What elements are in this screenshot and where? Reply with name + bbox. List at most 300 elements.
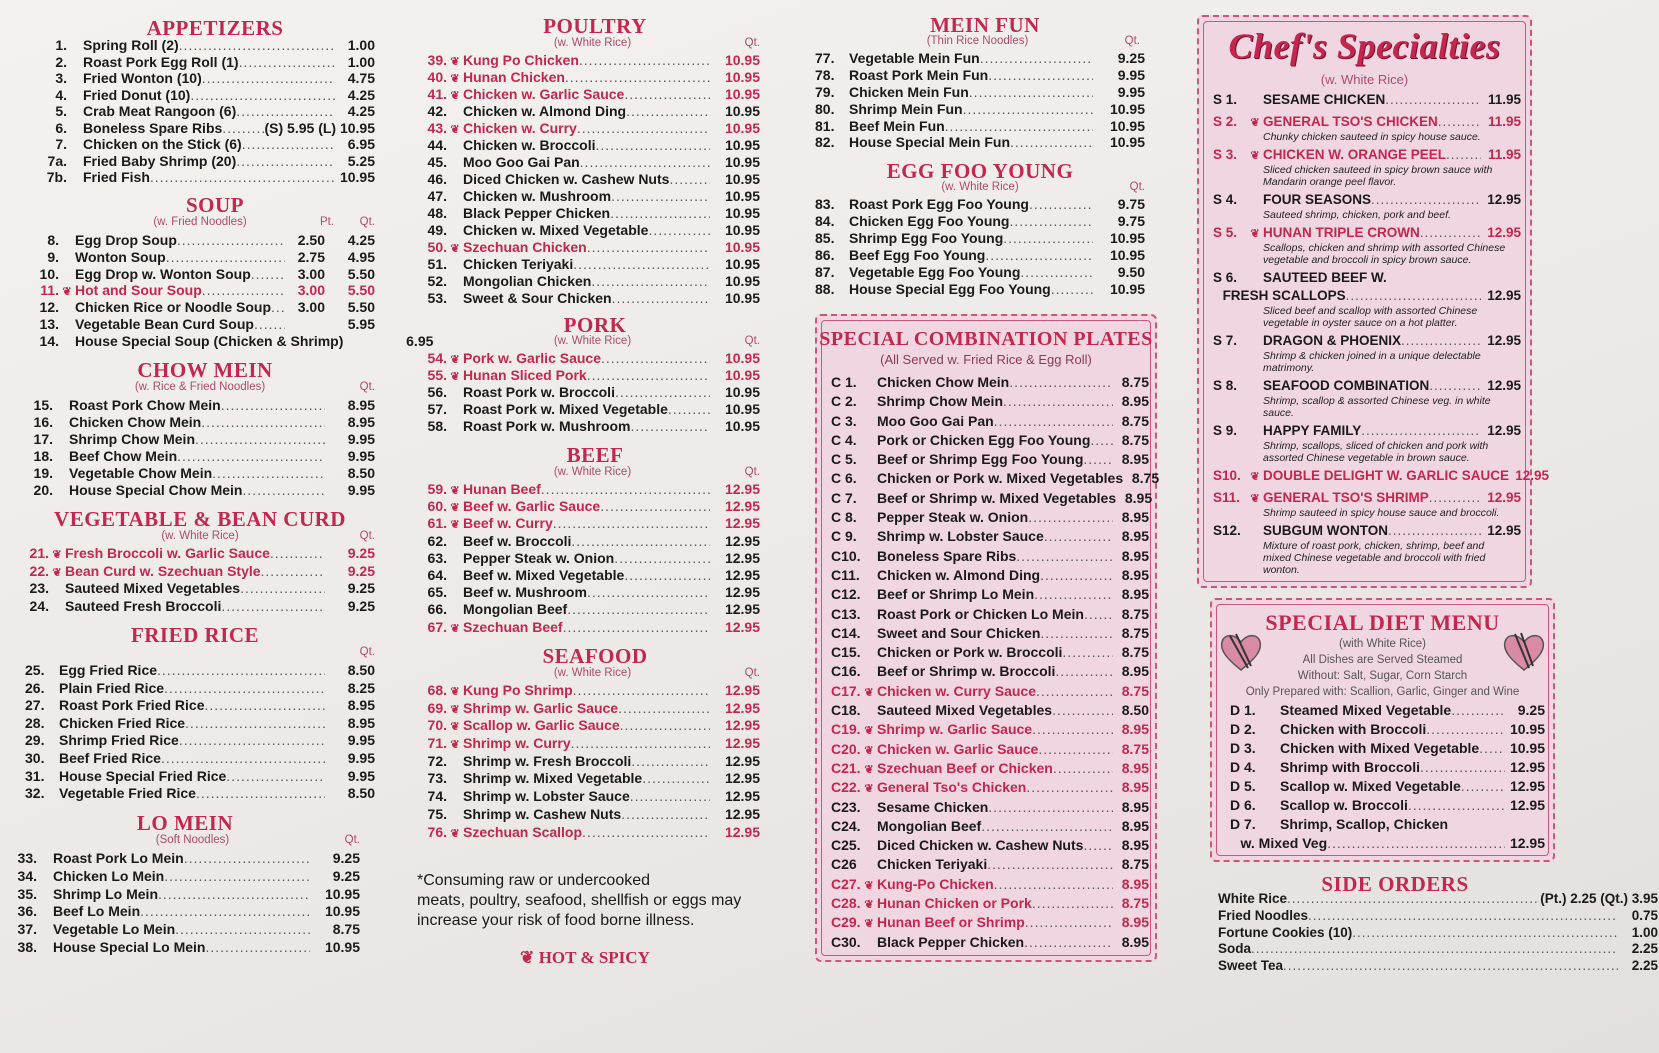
item-number: C 2. [831,393,857,410]
menu-item-row [831,740,1149,759]
item-price: 12.95 [1487,225,1521,240]
leader-dots [630,788,710,806]
soup-qt-header: Qt. [359,216,375,228]
item-number: C24. [831,817,861,834]
item-name: Sauteed Mixed Vegetables [877,702,1053,719]
item-number: C15. [831,644,861,661]
menu-item-row [25,332,434,350]
leader-dots [573,682,710,700]
item-name: Egg Drop Soup [75,232,177,248]
item-price: 10.95 [724,171,760,187]
pepper-icon: ❦ [450,622,460,635]
leader-dots [624,567,710,584]
item-number: 85. [815,230,835,246]
item-number: S 6. [1213,270,1238,285]
item-number: C 8. [831,509,857,526]
menu-item-row [25,299,375,316]
menu-item-row [25,545,375,563]
item-number: 14. [39,332,59,349]
item-price: 8.50 [1121,702,1149,719]
item-number: C14. [831,624,861,641]
item-name: Roast Pork w. Mixed Vegetable [463,401,668,417]
menu-item-row [831,875,1149,894]
item-number: C27. [831,875,861,892]
hot-spicy-label: HOT & SPICY [538,948,650,967]
pepper-icon: ❦ [450,502,460,515]
item-price: 8.75 [332,921,360,938]
menu-item-row [17,903,360,921]
item-name: Fried Fish [83,169,150,185]
menu-item-row [25,103,375,120]
item-number: C 6. [831,470,857,487]
item-name: Egg Fried Rice [59,662,158,678]
fried-rice-list [25,662,375,803]
pepper-icon: ❦ [450,686,460,698]
menu-item-row [25,136,375,153]
item-name: Chicken w. Garlic Sauce [463,86,625,102]
menu-item-row [1213,146,1521,164]
menu-item-row [815,247,1145,264]
menu-item-row [25,448,375,465]
item-price-pint: 3.00 [297,265,325,282]
leader-dots [969,84,1093,101]
menu-item-row [815,213,1145,230]
pepper-icon: ❦ [450,73,460,85]
item-name: Chicken or Pork w. Broccoli [877,644,1063,661]
menu-item-row [425,584,760,601]
item-name: Vegetable Bean Curd Soup [75,315,254,332]
menu-item-row [425,550,760,567]
item-name: Scallop w. Broccoli [1280,797,1408,813]
section-title-soup: SOUP [185,193,244,217]
item-price: 8.75 [1121,374,1149,390]
item-price: 8.75 [1121,412,1149,429]
item-price: 8.95 [347,714,375,731]
item-number: S 8. [1213,378,1238,393]
menu-item-row [1213,224,1521,242]
item-price: 8.75 [1121,644,1149,661]
item-number: 32. [25,785,45,802]
item-name: Scallop w. Garlic Sauce [463,717,620,734]
item-price: 10.95 [724,384,760,400]
item-price: 8.50 [347,662,375,678]
leader-dots [1016,547,1113,566]
item-price: 10.95 [724,205,760,221]
item-name: Pepper Steak w. Onion [463,549,615,566]
leader-dots [196,785,325,803]
leader-dots [994,875,1113,894]
special-diet-box [1210,598,1555,862]
item-name: DOUBLE DELIGHT W. GARLIC SAUCE [1263,468,1509,483]
item-number: 25. [25,662,45,678]
item-number: 77. [815,50,835,66]
menu-item-row [831,778,1149,797]
item-number: 72. [427,752,447,769]
item-price: 10.95 [724,418,760,434]
leader-dots [261,563,325,581]
item-name: Chicken Mein Fun [849,83,969,100]
item-name: Sauteed Fresh Broccoli [65,597,222,614]
item-name: Shrimp Lo Mein [53,885,158,902]
menu-item-row [25,249,375,266]
item-price-quart: 6.95 [406,332,434,349]
menu-item-row [1218,925,1658,942]
menu-item-row [831,527,1149,546]
leader-dots [1052,701,1113,720]
menu-item-row [831,450,1149,469]
item-price: 10.95 [1509,740,1545,756]
item-number: 18. [33,448,53,464]
mein-fun-subtitle-text: (Thin Rice Noodles) [926,35,1029,47]
item-number: 65. [427,584,447,601]
item-number: 87. [815,264,835,280]
item-name: Beef Egg Foo Young [849,247,986,263]
item-name: Pork w. Garlic Sauce [463,350,601,366]
item-number: 38. [17,938,37,955]
pepper-icon: ❦ [864,725,874,738]
item-number: 20. [33,482,53,498]
item-description: Sauteed shrimp, chicken, pork and beef. [1263,209,1451,221]
section-title-combination: SPECIAL COMBINATION PLATES [819,328,1153,350]
item-name: Chicken w. Curry [463,120,577,136]
item-name: Sweet Tea [1218,958,1284,974]
item-number: 73. [427,770,447,787]
item-price: 9.25 [347,562,375,579]
beef-subtitle-text: (w. White Rice) [553,466,632,478]
fried-rice-subtitle [25,646,375,660]
soup-subtitle [25,216,375,228]
item-name: Moo Goo Gai Pan [463,154,580,170]
menu-item-row [831,412,1149,431]
menu-item-row [425,567,760,584]
menu-item-row [17,921,360,939]
item-name: Beef Lo Mein [53,903,141,920]
item-number: 34. [17,867,37,884]
item-number: 52. [427,273,447,289]
item-price: 8.95 [1121,817,1149,834]
pepper-icon: ❦ [1250,228,1260,240]
leader-dots [1055,662,1113,681]
item-price: 8.95 [1121,586,1149,603]
warning-line-2: meats, poultry, seafood, shellfish or eggs may [417,892,742,909]
menu-item-row [815,84,1145,101]
item-number: D 6. [1230,797,1256,813]
menu-item-row [831,682,1149,701]
item-number: 13. [39,315,59,332]
leader-dots [573,256,710,273]
item-price: 10.95 [724,137,760,153]
lo-mein-qt-header: Qt. [344,834,360,846]
item-name: Sweet and Sour Chicken [877,624,1041,641]
item-price: 10.95 [724,273,760,289]
item-name: Chicken Teriyaki [463,256,574,272]
menu-item-row [425,601,760,618]
menu-item-row [1213,522,1521,540]
leader-dots [1020,264,1093,281]
menu-item-row [25,580,375,598]
leader-dots [631,418,710,435]
menu-item-row [831,913,1149,932]
item-number: 17. [33,431,53,447]
menu-item-row [425,171,760,188]
item-price: 12.95 [1487,192,1521,207]
item-name: Chicken w. Almond Ding [463,103,627,119]
item-name: Beef or Shrimp Egg Foo Young [877,451,1084,468]
item-price: 9.50 [1117,264,1145,280]
item-price: 10.95 [724,52,760,68]
item-price: 12.95 [724,532,760,549]
seafood-subtitle [425,667,760,679]
leader-dots [553,515,710,532]
menu-item-row [25,266,375,283]
leader-dots [1461,777,1505,796]
pepper-icon: ❦ [864,744,874,757]
leader-dots [270,545,325,563]
leader-dots [1032,894,1113,913]
menu-item-row [1230,796,1545,815]
section-title-vegetable: VEGETABLE & BEAN CURD [54,507,346,531]
item-number: 35. [17,885,37,902]
item-price: 8.95 [1121,759,1149,776]
menu-item-row [831,431,1149,450]
item-number: S 2. [1213,114,1238,129]
leader-dots [221,598,325,616]
item-name: Boneless Spare Ribs [83,119,223,136]
menu-item-row [417,700,760,718]
item-price: 9.25 [1517,702,1545,718]
pepper-icon: ❦ [52,566,62,579]
poultry-subtitle-text: (w. White Rice) [553,37,632,49]
item-name: Shrimp Mein Fun [849,100,963,117]
item-number: 74. [427,788,447,805]
leader-dots [1426,720,1505,739]
item-price-quart: 5.95 [347,315,375,332]
menu-item-row [425,222,760,239]
item-price-quart: 5.50 [347,299,375,316]
leader-dots [1438,113,1481,131]
item-number: 41. [427,86,447,102]
leader-dots [1388,522,1481,540]
item-name: Szechuan Chicken [463,239,587,255]
item-number: 42. [427,103,447,119]
menu-item-row [25,153,375,170]
pepper-icon: ❦ [864,899,874,912]
item-price: 8.95 [1121,875,1149,892]
leader-dots [611,188,710,205]
section-title-fried-rice: FRIED RICE [130,623,260,647]
section-title-poultry: POULTRY [543,14,647,38]
menu-item-row [425,498,760,515]
item-price: 8.75 [1121,856,1149,873]
item-number: 44. [427,137,447,153]
item-description: Shrimp, scallops, sliced of chicken and pork with assorted Chinese vegetable in brown sauce. [1263,440,1489,464]
item-name: Diced Chicken w. Cashew Nuts [463,171,670,187]
lo-mein-list [17,850,360,957]
item-name: Chicken Rice or Noodle Soup [75,299,272,316]
item-price: 8.95 [1121,798,1149,815]
leader-dots [615,384,710,401]
item-number: 29. [25,732,45,749]
item-price: 5.25 [347,152,375,169]
leader-dots [1026,778,1113,797]
leader-dots [184,850,310,868]
pepper-icon: ❦ [1250,117,1260,129]
item-number: 86. [815,247,835,263]
item-name: Shrimp w. Fresh Broccoli [463,752,632,769]
item-price: 8.95 [1121,547,1149,564]
item-name: Fresh Broccoli w. Garlic Sauce [65,545,270,561]
item-name: Roast Pork w. Mushroom [463,418,631,434]
leader-dots [981,817,1113,836]
leader-dots [221,397,325,414]
item-price: 10.95 [724,69,760,85]
item-name: Crab Meat Rangoon (6) [83,103,237,119]
leader-dots [140,903,310,921]
item-name: Roast Pork Lo Mein [53,850,184,866]
item-price: 8.95 [1121,837,1149,854]
diet-note-1: (with White Rice) [1339,638,1426,650]
leader-dots [1446,146,1481,164]
leader-dots [1053,759,1113,778]
leader-dots [1040,566,1113,585]
leader-dots [242,136,335,153]
item-number: 58. [427,418,447,434]
leader-dots [1083,836,1113,855]
item-number: 28. [25,714,45,731]
menu-item-row [25,232,375,249]
item-number: 66. [427,601,447,618]
leader-dots [1009,373,1113,392]
leader-dots [587,239,710,256]
leader-dots [236,103,335,120]
item-price: 12.95 [724,735,760,752]
item-number: 84. [815,213,835,229]
item-number: 26. [25,679,45,696]
leader-dots [600,498,710,515]
item-number: S 1. [1213,92,1238,107]
leader-dots [596,137,710,154]
item-price: 10.95 [324,938,360,955]
leader-dots [1024,933,1113,952]
item-number: C12. [831,586,861,603]
item-name: Vegetable Mein Fun [849,50,980,66]
item-number: C19. [831,721,861,738]
item-number: 51. [427,256,447,272]
egg-foo-young-subtitle [815,181,1145,193]
chefs-specialties-box [1197,15,1549,588]
item-price: 10.95 [1509,721,1545,737]
item-price: 10.95 [1109,247,1145,263]
leader-dots [1044,527,1113,546]
item-name: Beef w. Broccoli [463,532,572,549]
item-price: 8.50 [347,465,375,481]
item-price: 8.95 [1121,509,1149,526]
menu-item-row [815,281,1145,298]
leader-dots [567,601,710,618]
item-price: 11.95 [1487,114,1521,129]
diet-notes [1212,636,1553,700]
warning-line-3: increase your risk of food borne illness. [417,912,695,929]
pepper-icon: ❦ [1250,493,1260,505]
item-number: S 4. [1213,192,1238,207]
item-price: 8.75 [1121,740,1149,757]
pepper-icon: ❦ [864,763,874,776]
leader-dots [164,680,325,698]
item-name: DRAGON & PHOENIX [1263,333,1402,348]
combination-subtitle: (All Served w. Fried Rice & Egg Roll) [880,352,1092,367]
item-number: C 4. [831,431,857,448]
item-price: 12.95 [724,805,760,822]
item-name: Mongolian Beef [463,601,568,618]
item-price: 9.25 [347,597,375,614]
item-name: Shrimp w. Mixed Vegetable [463,770,643,787]
item-price: 4.25 [347,103,375,119]
item-price: 12.95 [1515,468,1549,483]
leader-dots [582,824,710,842]
item-number: 46. [427,171,447,187]
leader-dots [620,717,710,735]
leader-dots [1025,913,1113,932]
menu-item-row [815,230,1145,247]
leader-dots [1451,701,1505,720]
item-price-pint: 3.00 [297,299,325,316]
item-number: D 7. [1230,816,1256,832]
item-price: 8.95 [1121,528,1149,545]
leader-dots [626,103,710,120]
menu-item-row [25,680,375,698]
menu-item-row [831,798,1149,817]
item-number: C16. [831,663,861,680]
menu-item-row [425,188,760,205]
item-name: Shrimp w. Lobster Sauce [877,528,1044,545]
item-name: Chicken w. Garlic Sauce [877,740,1039,757]
item-price: 12.95 [1509,759,1545,775]
item-price: 8.95 [1121,721,1149,738]
item-number: D 1. [1230,702,1256,718]
item-price: 12.95 [1509,797,1545,813]
menu-item-row [425,290,760,307]
item-name: Sesame Chicken [877,798,989,815]
leader-dots [1371,191,1481,209]
item-name: Beef or Shrimp w. Mixed Vegetables [877,489,1117,506]
leader-dots [1308,908,1618,925]
item-name: Hunan Beef [463,481,541,497]
leader-dots [158,886,310,904]
pepper-icon: ❦ [450,703,460,716]
item-price: 10.95 [1109,230,1145,246]
menu-item-row [425,619,760,636]
diet-note-2: All Dishes are Served Steamed [1302,654,1463,666]
item-name: Egg Drop w. Wonton Soup [75,265,251,282]
leader-dots [985,247,1093,264]
item-price: 12.95 [724,566,760,583]
appetizers-list [25,37,375,186]
item-price: (Pt.) 2.25 (Qt.) 3.95 [1540,891,1658,906]
vegetable-subtitle-text: (w. White Rice) [161,530,239,542]
item-name: SESAME CHICKEN [1263,92,1386,107]
menu-item-row [25,563,375,581]
menu-item-row [417,753,760,771]
leader-dots [202,282,285,299]
item-price: 12.95 [724,717,760,734]
item-price: 11.95 [1487,92,1521,107]
menu-item-row [831,624,1149,643]
leader-dots [150,169,335,186]
menu-item-row-cont [1230,834,1545,853]
item-name: Chicken on the Stick (6) [83,136,242,152]
menu-item-row [25,598,375,616]
item-name: Shrimp w. Garlic Sauce [463,699,619,716]
